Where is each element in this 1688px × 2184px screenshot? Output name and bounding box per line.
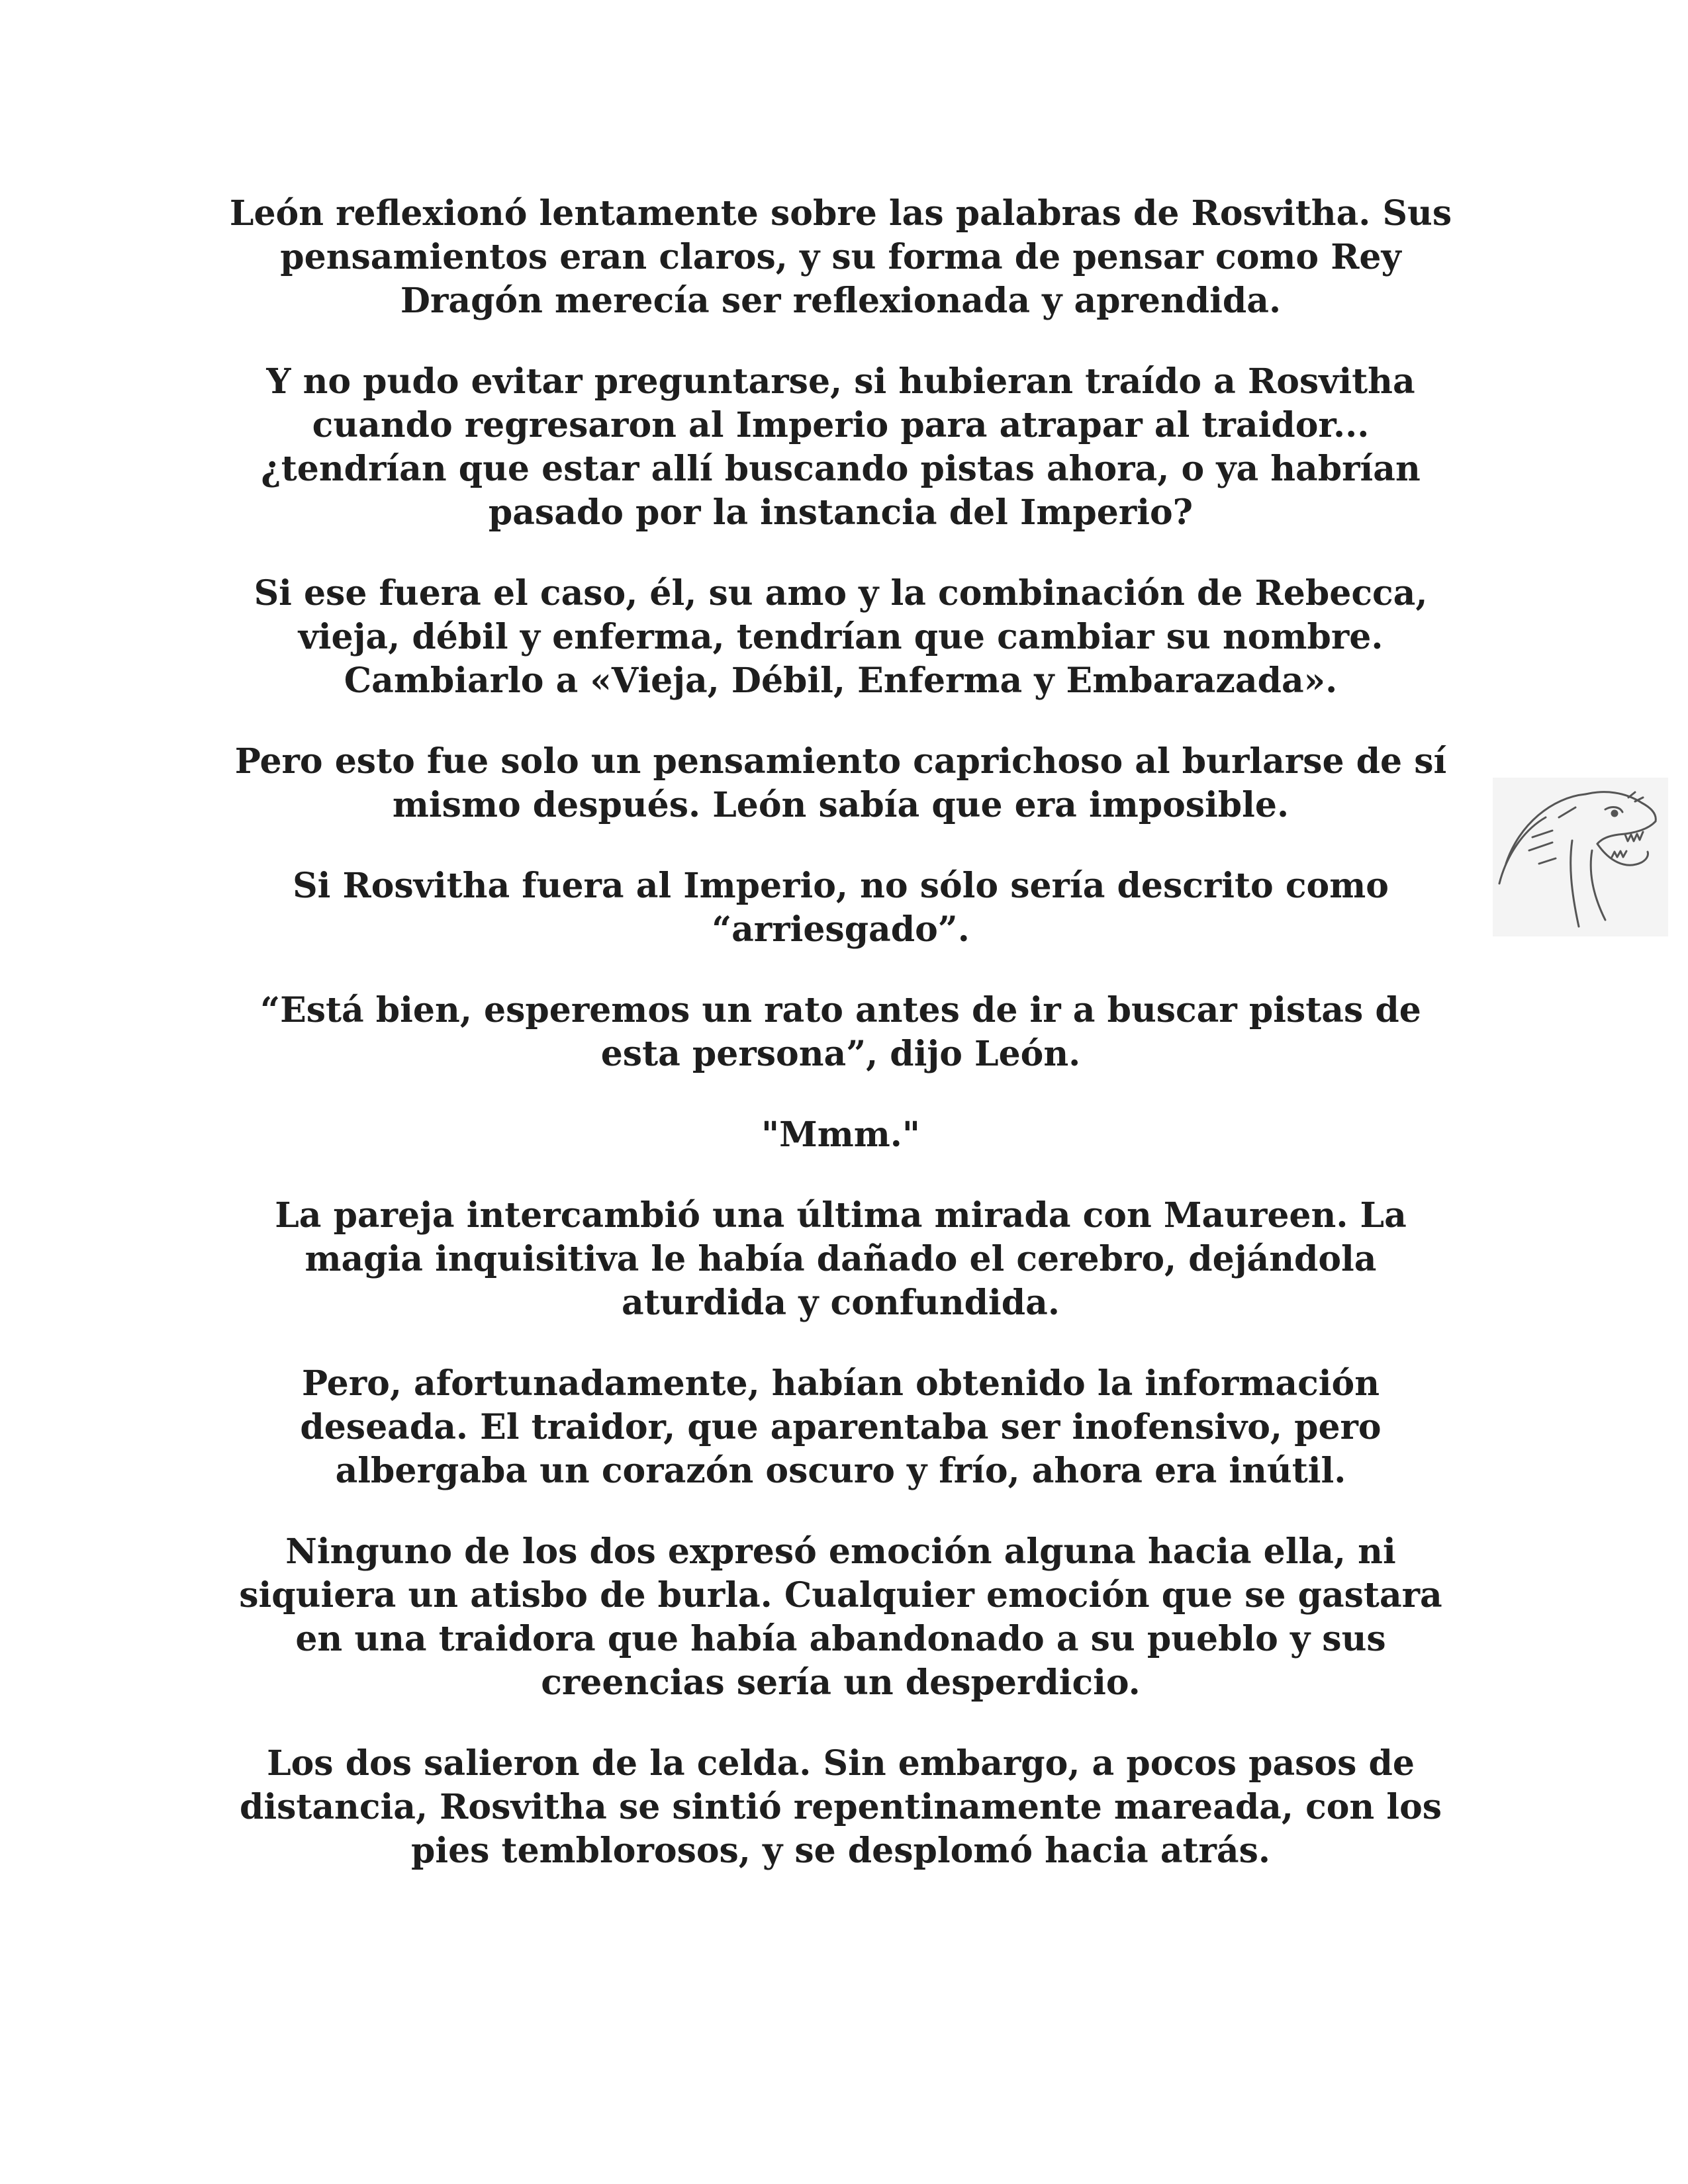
paragraph-10: Ninguno de los dos expresó emoción alguna hacia ella, ni siquiera un atisbo de burla. Cualquier emoción que se gastara en una traidora que había abandonado a su pueblo y sus creencias sería un desperdicio. xyxy=(239,1531,1442,1703)
paragraph-3: Si ese fuera el caso, él, su amo y la combinación de Rebecca, vieja, débil y enferma, tendrían que cambiar su nombre. Cambiarlo a «Vieja, Débil, Enferma y Embarazada». xyxy=(254,573,1428,701)
paragraph-6: “Está bien, esperemos un rato antes de ir a buscar pistas de esta persona”, dijo León. xyxy=(260,990,1421,1074)
story-text xyxy=(218,192,1463,1910)
paragraph-8: La pareja intercambió una última mirada con Maureen. La magia inquisitiva le había dañado el cerebro, dejándola aturdida y confundida. xyxy=(275,1195,1407,1323)
paragraph-4: Pero esto fue solo un pensamiento caprichoso al burlarse de sí mismo después. León sabía que era imposible. xyxy=(234,741,1447,825)
paragraph-7: "Mmm." xyxy=(761,1115,920,1155)
paragraph-11: Los dos salieron de la celda. Sin embargo, a pocos pasos de distancia, Rosvitha se sintió repentinamente mareada, con los pies temblorosos, y se desplomó hacia atrás. xyxy=(239,1743,1442,1871)
paragraph-9: Pero, afortunadamente, habían obtenido la información deseada. El traidor, que aparentaba ser inofensivo, pero albergaba un corazón oscuro y frío, ahora era inútil. xyxy=(300,1363,1382,1491)
paragraph-1: León reflexionó lentamente sobre las palabras de Rosvitha. Sus pensamientos eran claros, y su forma de pensar como Rey Dragón merecía ser reflexionada y aprendida. xyxy=(229,193,1452,321)
paragraph-5: Si Rosvitha fuera al Imperio, no sólo sería descrito como “arriesgado”. xyxy=(293,866,1389,950)
paragraph-2: Y no pudo evitar preguntarse, si hubieran traído a Rosvitha cuando regresaron al Imperio para atrapar al traidor... ¿tendrían que estar allí buscando pistas ahora, o ya habrían pasado por la instancia del Imperio? xyxy=(261,361,1421,533)
dinosaur-head-sketch-icon xyxy=(1493,778,1668,936)
